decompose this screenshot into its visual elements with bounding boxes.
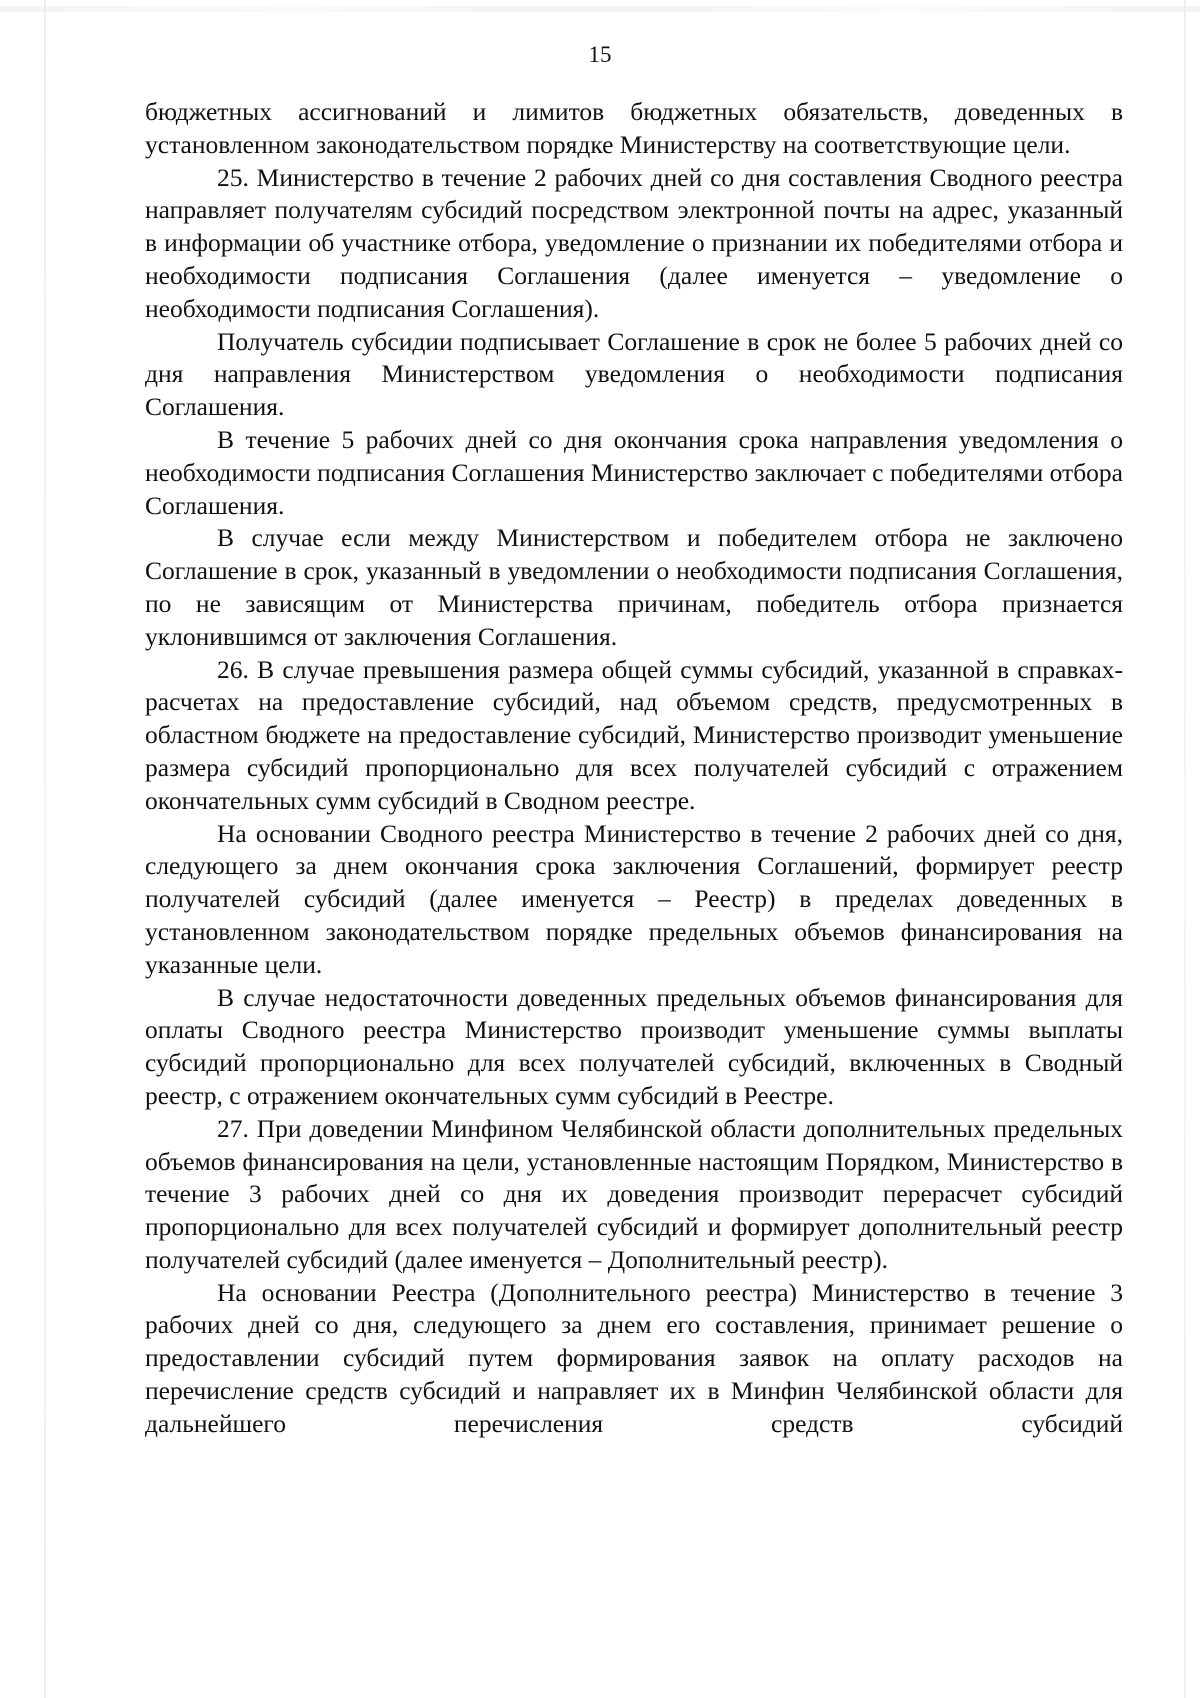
scan-artifact-right-edge bbox=[1184, 0, 1186, 1698]
paragraph-item-27: 27. При доведении Минфином Челябинской области дополнительных предельных объемов финансирования на цели, установленные настоящим Порядком, Министерство в течение 3 рабочих дней со дня их доведения производит перерасчет субсидий пропорционально для всех получателей субсидий и формирует дополнительный реестр получателей субсидий (далее именуется – Дополнительный реестр). bbox=[145, 1113, 1123, 1274]
page-number: 15 bbox=[588, 42, 612, 67]
paragraph-payment-decision: На основании Реестра (Дополнительного реестра) Министерство в течение 3 рабочих дней со дня, следующего за днем его составления, принимает решение о предоставлении субсидий путем формирования заявок на оплату расходов на перечисление средств субсидий и направляет их в Минфин Челябинской области для дальнейшего перечисления средств субсидий bbox=[145, 1277, 1123, 1438]
paragraph-item-25: 25. Министерство в течение 2 рабочих дней со дня составления Сводного реестра направляет получателям субсидий посредством электронной почты на адрес, указанный в информации об участнике отбора, уведомление о признании их победителями отбора и необходимости подписания Соглашения (далее именуется – уведомление о необходимости подписания Соглашения). bbox=[145, 162, 1123, 323]
paragraph-item-26: 26. В случае превышения размера общей суммы субсидий, указанной в справках-расчетах на предоставление субсидий, над объемом средств, предусмотренных в областном бюджете на предоставление субсидий, Министерство производит уменьшение размера субсидий пропорционально для всех получателей субсидий с отражением окончательных сумм субсидий в Сводном реестре. bbox=[145, 654, 1123, 815]
paragraph-agreement-conclusion: В течение 5 рабочих дней со дня окончания срока направления уведомления о необходимости подписания Соглашения Министерство заключает с победителями отбора Соглашения. bbox=[145, 424, 1123, 520]
paragraph-funding-shortage: В случае недостаточности доведенных предельных объемов финансирования для оплаты Сводного реестра Министерство производит уменьшение суммы выплаты субсидий пропорционально для всех получателей субсидий, включенных в Сводный реестр, с отражением окончательных сумм субсидий в Реестре. bbox=[145, 982, 1123, 1110]
paragraph-registry-formation: На основании Сводного реестра Министерство в течение 2 рабочих дней со дня, следующего за днем окончания срока заключения Соглашений, формирует реестр получателей субсидий (далее именуется – Реестр) в пределах доведенных в установленном законодательством порядке предельных объемов финансирования на указанные цели. bbox=[145, 818, 1123, 979]
scan-artifact-top bbox=[0, 6, 1200, 12]
scan-artifact-left-edge bbox=[44, 0, 46, 1698]
paragraph-evasion-of-agreement: В случае если между Министерством и победителем отбора не заключено Соглашение в срок, указанный в уведомлении о необходимости подписания Соглашения, по не зависящим от Министерства причинам, победитель отбора признается уклонившимся от заключения Соглашения. bbox=[145, 523, 1123, 651]
paragraph-agreement-signing-term: Получатель субсидии подписывает Соглашение в срок не более 5 рабочих дней со дня направления Министерством уведомления о необходимости подписания Соглашения. bbox=[145, 326, 1123, 422]
document-body bbox=[145, 96, 1123, 1441]
paragraph-continuation: бюджетных ассигнований и лимитов бюджетных обязательств, доведенных в установленном законодательством порядке Министерству на соответствующие цели. bbox=[145, 97, 1123, 159]
